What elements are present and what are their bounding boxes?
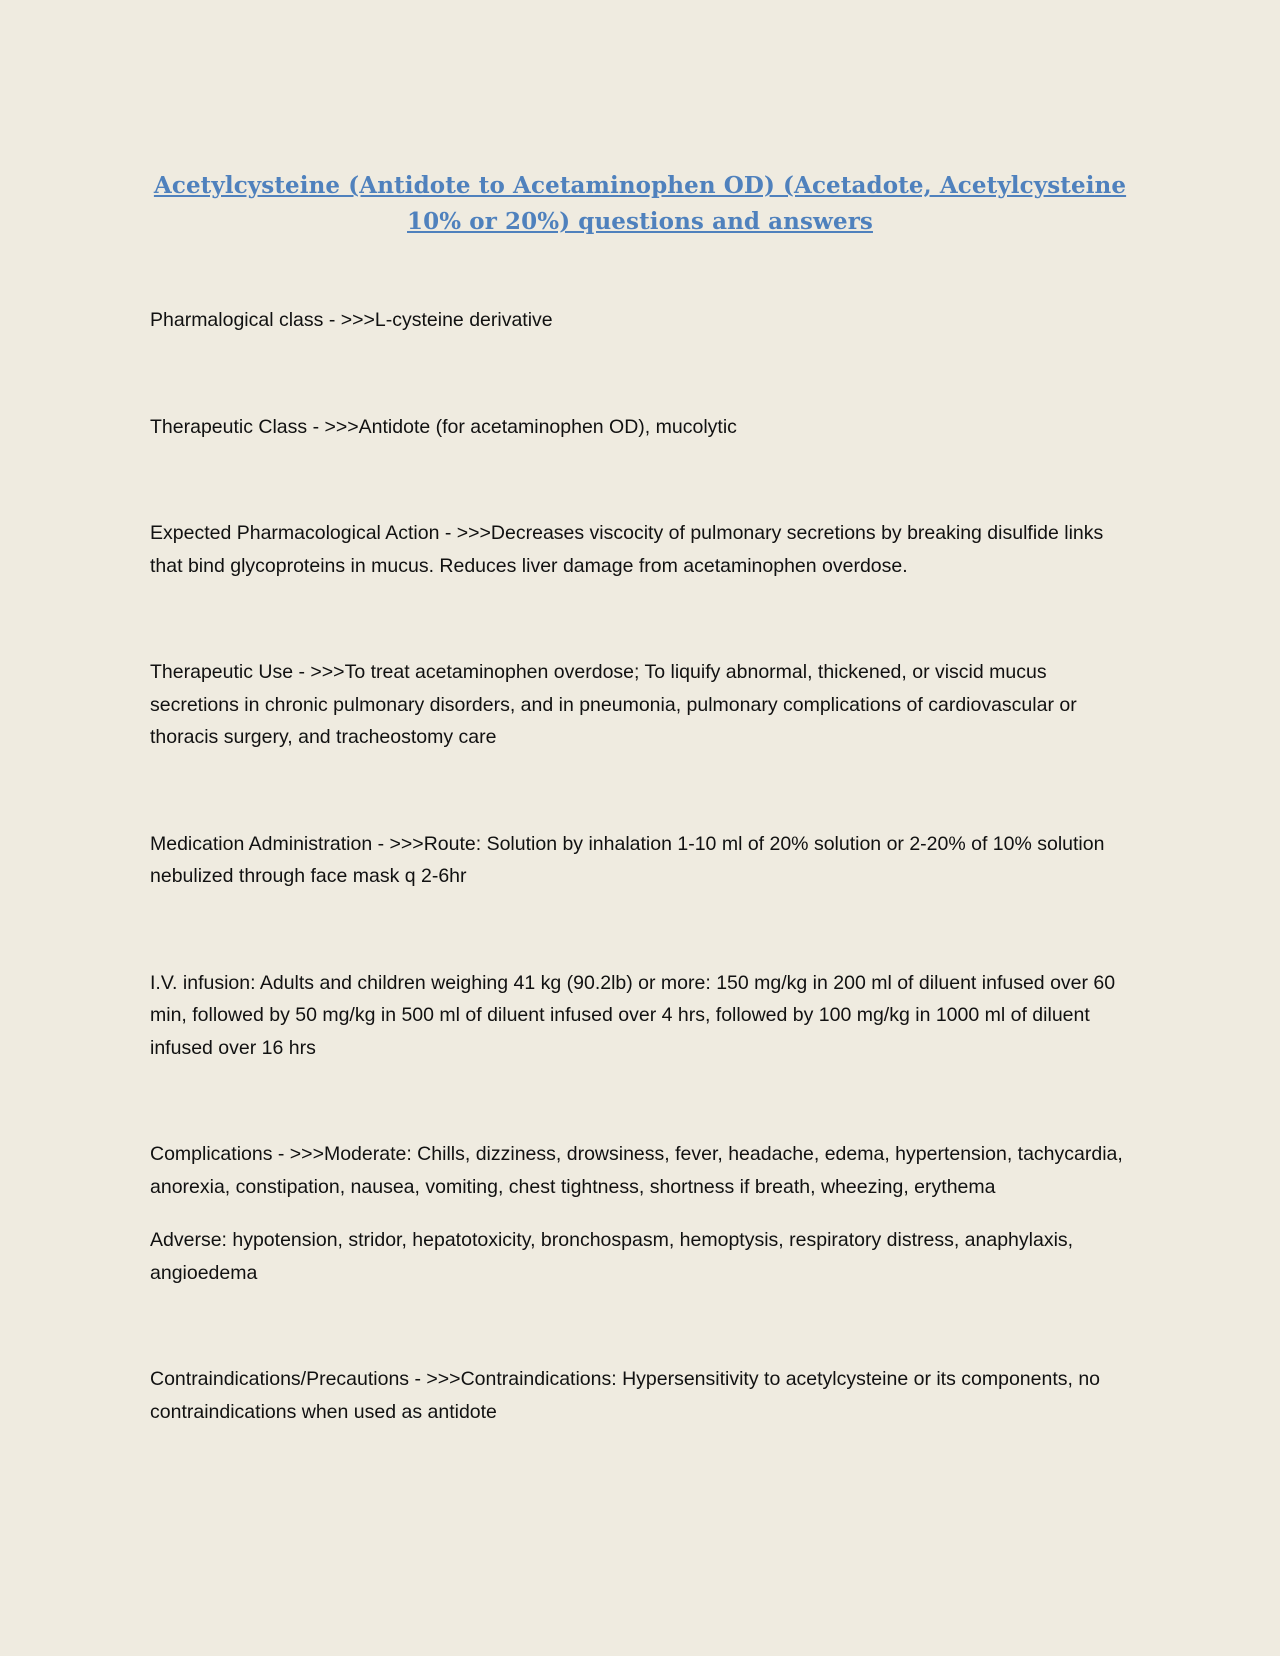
- qa-pharmalogical-class: [150, 304, 1130, 337]
- question-text: Therapeutic Class - >>>: [150, 416, 359, 438]
- question-text: Contraindications/Precautions - >>>: [150, 1368, 461, 1390]
- question-text: Complications - >>>: [150, 1143, 324, 1165]
- answer-text: Contraindications: Hypersensitivity to acetylcysteine or its components, no contraindications when used as antidote: [150, 1368, 1101, 1423]
- qa-therapeutic-use: [150, 656, 1130, 754]
- qa-contraindications: [150, 1363, 1130, 1428]
- question-text: Medication Administration - >>>: [150, 833, 424, 855]
- question-text: Pharmalogical class - >>>: [150, 309, 375, 331]
- document-title: Acetylcysteine (Antidote to Acetaminophen OD) (Acetadote, Acetylcysteine 10% or 20%) questions and answers: [153, 172, 1127, 235]
- answer-text: Route: Solution by inhalation 1-10 ml of 20% solution or 2-20% of 10% solution nebulized through face mask q 2-6hr: [150, 832, 1105, 887]
- question-text: Expected Pharmacological Action - >>>: [150, 522, 491, 544]
- document-page: [150, 168, 1130, 1428]
- qa-complications: [150, 1138, 1130, 1203]
- question-text: Therapeutic Use - >>>: [150, 661, 345, 683]
- answer-text: Decreases viscocity of pulmonary secretions by breaking disulfide links that bind glycoproteins in mucus. Reduces liver damage from acetaminophen overdose.: [150, 522, 1104, 577]
- adverse-paragraph: Adverse: hypotension, stridor, hepatotoxicity, bronchospasm, hemoptysis, respiratory distress, anaphylaxis, angioedema: [150, 1229, 1074, 1284]
- iv-infusion-paragraph: I.V. infusion: Adults and children weighing 41 kg (90.2lb) or more: 150 mg/kg in 200 ml of diluent infused over 60 min, followed by 50 mg/kg in 500 ml of diluent infused over 4 hrs, followed by 100 mg/kg in 1000 ml of diluent infused over 16 hrs: [150, 971, 1116, 1059]
- qa-medication-administration: [150, 828, 1130, 893]
- answer-text: Moderate: Chills, dizziness, drowsiness, fever, headache, edema, hypertension, tachycardia, anorexia, constipation, nausea, vomiting, chest tightness, shortness if breath, wheezing, erythema: [150, 1143, 1123, 1198]
- qa-expected-action: [150, 517, 1130, 582]
- answer-text: Antidote (for acetaminophen OD), mucolytic: [358, 415, 737, 438]
- answer-text: L-cysteine derivative: [374, 309, 553, 331]
- qa-therapeutic-class: [150, 411, 1130, 444]
- answer-text: To treat acetaminophen overdose; To liquify abnormal, thickened, or viscid mucus secretions in chronic pulmonary disorders, and in pneumonia, pulmonary complications of cardiovascular or thoracis surgery, and tracheostomy care: [150, 661, 1077, 748]
